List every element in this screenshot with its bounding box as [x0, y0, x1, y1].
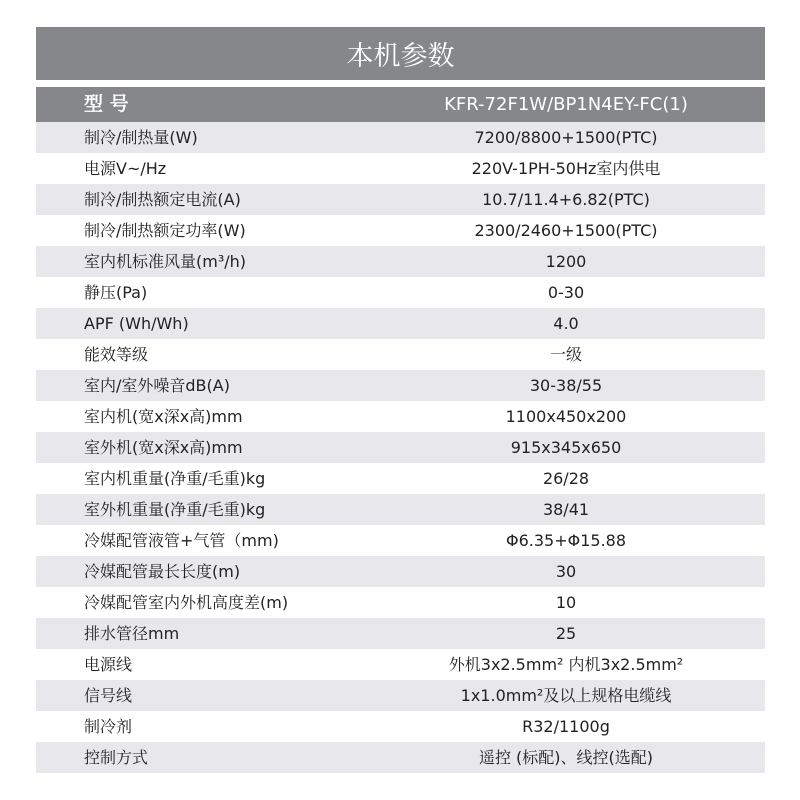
header-label: 型 号 [84, 93, 129, 115]
table-row [36, 432, 765, 463]
table-row [36, 184, 765, 215]
spec-table [36, 122, 765, 773]
spec-label: 排水管径mm [84, 624, 180, 643]
table-row [36, 649, 765, 680]
table-row [36, 308, 765, 339]
spec-label: 能效等级 [84, 345, 149, 364]
spec-label: 制冷剂 [84, 717, 133, 736]
spec-value: 915x345x650 [510, 438, 622, 457]
spec-value: 1100x450x200 [505, 407, 627, 426]
spec-value: 10.7/11.4+6.82(PTC) [482, 190, 650, 209]
spec-value: 遥控 (标配)、线控(选配) [478, 748, 654, 767]
table-row [36, 556, 765, 587]
page-title: 本机参数 [36, 27, 765, 80]
table-row [36, 215, 765, 246]
spec-value: 外机3x2.5mm² 内机3x2.5mm² [448, 655, 684, 674]
spec-value: 1x1.0mm²及以上规格电缆线 [460, 686, 672, 705]
spec-label: 信号线 [84, 686, 133, 705]
table-row [36, 587, 765, 618]
table-row [36, 246, 765, 277]
table-row [36, 618, 765, 649]
table-row [36, 277, 765, 308]
spec-value: 2300/2460+1500(PTC) [474, 221, 658, 240]
spec-value: R32/1100g [522, 717, 610, 736]
spec-label: 制冷/制热量(W) [84, 128, 198, 147]
table-row [36, 339, 765, 370]
spec-label: 室外机(宽x深x高)mm [84, 438, 243, 457]
spec-label: 室内机(宽x深x高)mm [84, 407, 243, 426]
spec-label: 制冷/制热额定电流(A) [84, 190, 241, 209]
table-row [36, 463, 765, 494]
spec-value: 7200/8800+1500(PTC) [474, 128, 658, 147]
spec-label: 室内机标准风量(m³/h) [84, 252, 247, 271]
table-row [36, 122, 765, 153]
table-row [36, 742, 765, 773]
spec-label: 静压(Pa) [84, 283, 148, 302]
spec-label: 室外机重量(净重/毛重)kg [84, 500, 266, 519]
spec-label: 冷媒配管最长长度(m) [84, 562, 241, 581]
spec-value: 38/41 [542, 500, 590, 519]
table-row [36, 494, 765, 525]
spec-value: 30-38/55 [529, 376, 603, 395]
spec-value: 10 [555, 593, 577, 612]
spec-label: 电源线 [84, 655, 133, 674]
spec-value: 4.0 [553, 314, 579, 333]
spec-value: 26/28 [542, 469, 590, 488]
table-row [36, 153, 765, 184]
spec-label: 室内/室外噪音dB(A) [84, 376, 230, 395]
table-row [36, 370, 765, 401]
table-row [36, 401, 765, 432]
spec-label: 制冷/制热额定功率(W) [84, 221, 246, 240]
spec-value: 一级 [549, 345, 582, 364]
model-header-row [36, 87, 765, 122]
spec-label: 室内机重量(净重/毛重)kg [84, 469, 266, 488]
table-row [36, 680, 765, 711]
spec-label: 控制方式 [84, 748, 149, 767]
table-row [36, 711, 765, 742]
spec-value: 1200 [545, 252, 587, 271]
spec-value: 0-30 [547, 283, 585, 302]
spec-label: 冷媒配管液管+气管（mm) [84, 531, 279, 550]
spec-value: Φ6.35+Φ15.88 [505, 531, 627, 550]
spec-value: 30 [555, 562, 577, 581]
spec-label: 电源V~/Hz [84, 159, 167, 178]
spec-value: 220V-1PH-50Hz室内供电 [471, 159, 661, 178]
spec-label: 冷媒配管室内外机高度差(m) [84, 593, 289, 612]
spec-value: 25 [555, 624, 577, 643]
spec-label: APF (Wh/Wh) [84, 314, 189, 333]
header-value: KFR-72F1W/BP1N4EY-FC(1) [444, 94, 688, 115]
table-row [36, 525, 765, 556]
